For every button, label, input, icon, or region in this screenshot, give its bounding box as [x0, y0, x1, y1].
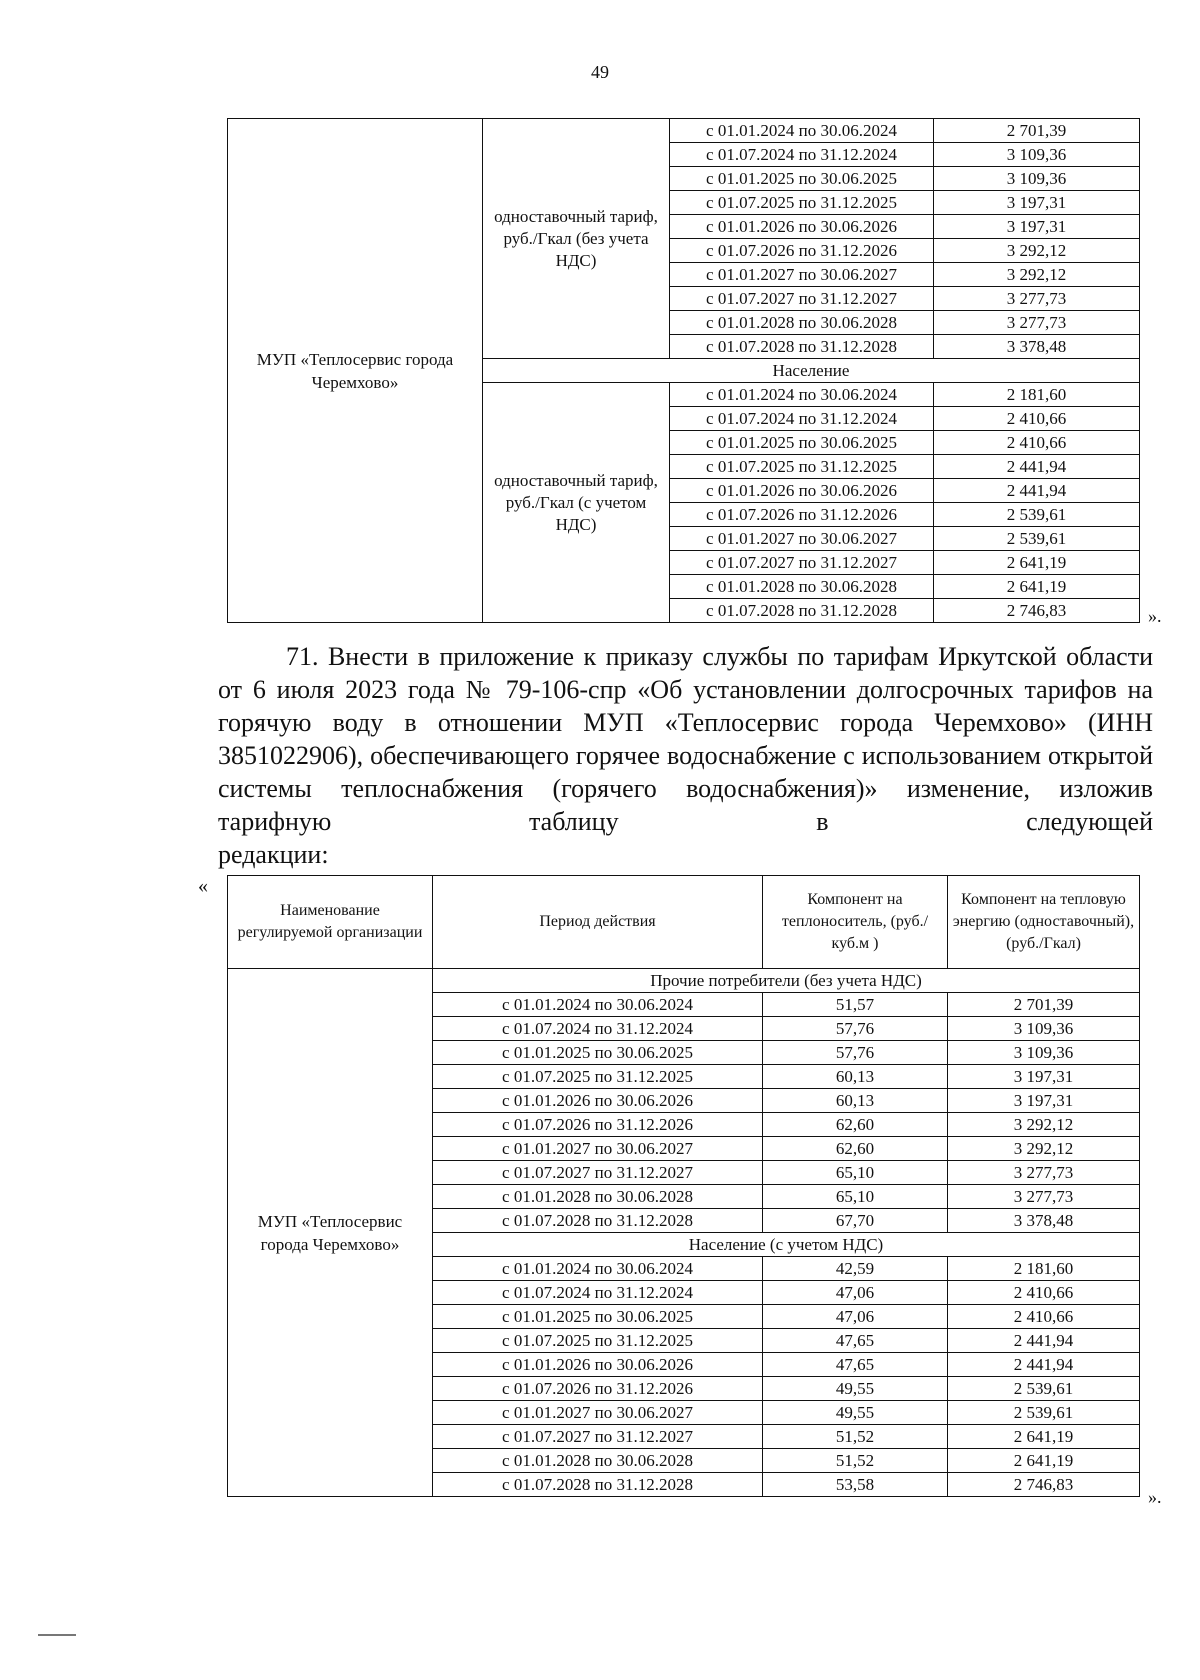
energy-value-cell: 2 641,19	[948, 1449, 1140, 1473]
energy-value-cell: 2 441,94	[948, 1329, 1140, 1353]
carrier-value-cell: 62,60	[763, 1113, 948, 1137]
period-cell: с 01.01.2028 по 30.06.2028	[670, 575, 934, 599]
carrier-value-cell: 60,13	[763, 1089, 948, 1113]
energy-value-cell: 2 701,39	[948, 993, 1140, 1017]
period-cell: с 01.07.2027 по 31.12.2027	[670, 551, 934, 575]
period-cell: с 01.01.2026 по 30.06.2026	[433, 1353, 763, 1377]
tariff-value-cell: 3 109,36	[934, 143, 1140, 167]
period-cell: с 01.07.2026 по 31.12.2026	[433, 1113, 763, 1137]
carrier-value-cell: 67,70	[763, 1209, 948, 1233]
tariff-value-cell: 2 746,83	[934, 599, 1140, 623]
table1-closing-quote: ».	[1148, 606, 1162, 626]
energy-value-cell: 2 539,61	[948, 1401, 1140, 1425]
period-cell: с 01.07.2028 по 31.12.2028	[670, 335, 934, 359]
tariff-value-cell: 2 441,94	[934, 455, 1140, 479]
table2-opening-quote: «	[198, 875, 208, 897]
period-cell: с 01.07.2025 по 31.12.2025	[670, 191, 934, 215]
carrier-value-cell: 53,58	[763, 1473, 948, 1497]
organization-name: МУП «Теплосервис города Черемхово»	[228, 119, 483, 623]
period-cell: с 01.01.2024 по 30.06.2024	[433, 1257, 763, 1281]
period-cell: с 01.07.2026 по 31.12.2026	[670, 239, 934, 263]
period-cell: с 01.01.2024 по 30.06.2024	[670, 383, 934, 407]
energy-value-cell: 3 292,12	[948, 1113, 1140, 1137]
period-cell: с 01.01.2025 по 30.06.2025	[670, 167, 934, 191]
period-cell: с 01.07.2025 по 31.12.2025	[670, 455, 934, 479]
energy-value-cell: 3 197,31	[948, 1065, 1140, 1089]
paragraph-last-line: редакции:	[218, 840, 329, 869]
period-cell: с 01.01.2028 по 30.06.2028	[433, 1185, 763, 1209]
carrier-value-cell: 51,57	[763, 993, 948, 1017]
page-number: 49	[591, 62, 609, 82]
period-cell: с 01.01.2026 по 30.06.2026	[433, 1089, 763, 1113]
carrier-value-cell: 47,65	[763, 1329, 948, 1353]
period-cell: с 01.01.2027 по 30.06.2027	[670, 527, 934, 551]
tariff-value-cell: 2 410,66	[934, 431, 1140, 455]
energy-value-cell: 2 410,66	[948, 1305, 1140, 1329]
tariff-type-with-vat: одноставочный тариф, руб./Гкал (с учетом НДС)	[483, 383, 670, 623]
period-cell: с 01.01.2028 по 30.06.2028	[433, 1449, 763, 1473]
energy-value-cell: 3 292,12	[948, 1137, 1140, 1161]
tariff-value-cell: 2 181,60	[934, 383, 1140, 407]
header-carrier: Компонент на теплоноситель, (руб./куб.м )	[763, 876, 948, 969]
period-cell: с 01.07.2027 по 31.12.2027	[433, 1161, 763, 1185]
period-cell: с 01.07.2028 по 31.12.2028	[670, 599, 934, 623]
tariff-value-cell: 2 539,61	[934, 503, 1140, 527]
section-row	[228, 969, 1140, 993]
period-cell: с 01.01.2028 по 30.06.2028	[670, 311, 934, 335]
period-cell: с 01.01.2026 по 30.06.2026	[670, 215, 934, 239]
energy-value-cell: 3 109,36	[948, 1017, 1140, 1041]
carrier-value-cell: 47,65	[763, 1353, 948, 1377]
section-population: Население (с учетом НДС)	[433, 1233, 1140, 1257]
hot-water-tariff-table	[227, 875, 1140, 1497]
period-cell: с 01.07.2027 по 31.12.2027	[433, 1425, 763, 1449]
period-cell: с 01.07.2026 по 31.12.2026	[433, 1377, 763, 1401]
tariff-value-cell: 3 277,73	[934, 311, 1140, 335]
period-cell: с 01.07.2024 по 31.12.2024	[670, 143, 934, 167]
header-energy: Компонент на тепловую энергию (одноставочный), (руб./Гкал)	[948, 876, 1140, 969]
period-cell: с 01.07.2025 по 31.12.2025	[433, 1329, 763, 1353]
tariff-table-continued	[227, 118, 1140, 623]
period-cell: с 01.07.2028 по 31.12.2028	[433, 1209, 763, 1233]
carrier-value-cell: 65,10	[763, 1161, 948, 1185]
carrier-value-cell: 62,60	[763, 1137, 948, 1161]
carrier-value-cell: 49,55	[763, 1377, 948, 1401]
period-cell: с 01.01.2027 по 30.06.2027	[433, 1137, 763, 1161]
table2-closing-quote: ».	[1148, 1487, 1162, 1507]
period-cell: с 01.01.2025 по 30.06.2025	[670, 431, 934, 455]
carrier-value-cell: 57,76	[763, 1017, 948, 1041]
period-cell: с 01.01.2025 по 30.06.2025	[433, 1041, 763, 1065]
carrier-value-cell: 60,13	[763, 1065, 948, 1089]
carrier-value-cell: 47,06	[763, 1281, 948, 1305]
carrier-value-cell: 42,59	[763, 1257, 948, 1281]
energy-value-cell: 2 746,83	[948, 1473, 1140, 1497]
organization-name: МУП «Теплосервис города Черемхово»	[228, 969, 433, 1497]
period-cell: с 01.01.2025 по 30.06.2025	[433, 1305, 763, 1329]
energy-value-cell: 2 441,94	[948, 1353, 1140, 1377]
period-cell: с 01.07.2025 по 31.12.2025	[433, 1065, 763, 1089]
tariff-value-cell: 3 197,31	[934, 191, 1140, 215]
tariff-value-cell: 2 410,66	[934, 407, 1140, 431]
tariff-value-cell: 3 197,31	[934, 215, 1140, 239]
tariff-value-cell: 3 277,73	[934, 287, 1140, 311]
carrier-value-cell: 57,76	[763, 1041, 948, 1065]
tariff-value-cell: 2 641,19	[934, 575, 1140, 599]
period-cell: с 01.07.2024 по 31.12.2024	[670, 407, 934, 431]
period-cell: с 01.07.2024 по 31.12.2024	[433, 1017, 763, 1041]
tariff-value-cell: 2 539,61	[934, 527, 1140, 551]
tariff-value-cell: 2 701,39	[934, 119, 1140, 143]
energy-value-cell: 2 410,66	[948, 1281, 1140, 1305]
energy-value-cell: 3 277,73	[948, 1185, 1140, 1209]
period-cell: с 01.07.2026 по 31.12.2026	[670, 503, 934, 527]
tariff-value-cell: 2 441,94	[934, 479, 1140, 503]
period-cell: с 01.01.2024 по 30.06.2024	[433, 993, 763, 1017]
table-row	[228, 119, 1140, 143]
carrier-value-cell: 51,52	[763, 1425, 948, 1449]
period-cell: с 01.01.2027 по 30.06.2027	[670, 263, 934, 287]
carrier-value-cell: 49,55	[763, 1401, 948, 1425]
carrier-value-cell: 47,06	[763, 1305, 948, 1329]
energy-value-cell: 3 109,36	[948, 1041, 1140, 1065]
carrier-value-cell: 51,52	[763, 1449, 948, 1473]
energy-value-cell: 3 378,48	[948, 1209, 1140, 1233]
tariff-value-cell: 3 378,48	[934, 335, 1140, 359]
energy-value-cell: 2 539,61	[948, 1377, 1140, 1401]
period-cell: с 01.07.2027 по 31.12.2027	[670, 287, 934, 311]
energy-value-cell: 3 197,31	[948, 1089, 1140, 1113]
period-cell: с 01.01.2027 по 30.06.2027	[433, 1401, 763, 1425]
header-organization: Наименование регулируемой организации	[228, 876, 433, 969]
section-population: Население	[483, 359, 1140, 383]
tariff-value-cell: 3 292,12	[934, 239, 1140, 263]
energy-value-cell: 2 641,19	[948, 1425, 1140, 1449]
period-cell: с 01.07.2028 по 31.12.2028	[433, 1473, 763, 1497]
tariff-value-cell: 3 292,12	[934, 263, 1140, 287]
tariff-type-without-vat: одноставочный тариф, руб./Гкал (без учета НДС)	[483, 119, 670, 359]
energy-value-cell: 3 277,73	[948, 1161, 1140, 1185]
scan-mark	[38, 1634, 76, 1636]
period-cell: с 01.07.2024 по 31.12.2024	[433, 1281, 763, 1305]
header-period: Период действия	[433, 876, 763, 969]
section-other-consumers: Прочие потребители (без учета НДС)	[433, 969, 1140, 993]
paragraph-text: 71. Внести в приложение к приказу службы по тарифам Иркутской области от 6 июля 2023 года № 79-106-спр «Об установлении долгосрочных тарифов на горячую воду в отношении МУП «Теплосервис города Черемхово» (ИНН 3851022906), обеспечивающего горячее водоснабжение с использованием открытой системы теплоснабжения (горячего водоснабжения)» изменение, изложив тарифную таблицу в следующей	[218, 642, 1153, 836]
period-cell: с 01.01.2026 по 30.06.2026	[670, 479, 934, 503]
tariff-value-cell: 3 109,36	[934, 167, 1140, 191]
carrier-value-cell: 65,10	[763, 1185, 948, 1209]
amendment-paragraph	[218, 640, 1153, 871]
energy-value-cell: 2 181,60	[948, 1257, 1140, 1281]
tariff-value-cell: 2 641,19	[934, 551, 1140, 575]
period-cell: с 01.01.2024 по 30.06.2024	[670, 119, 934, 143]
